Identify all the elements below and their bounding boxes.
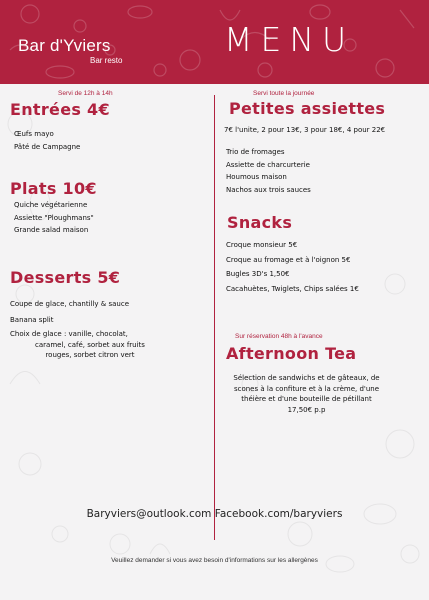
ice-cream-choice xyxy=(10,329,170,361)
list-item: Coupe de glace, chantilly & sauce xyxy=(10,300,130,308)
tea-line: Sélection de sandwichs et de gâteaux, de xyxy=(233,374,380,382)
snacks-heading: Snacks xyxy=(227,213,293,232)
list-item: Œufs mayo xyxy=(14,130,54,138)
allergen-notice: Veuillez demander si vous avez besoin d'informations sur les allergènes xyxy=(111,557,318,564)
reservation-note: Sur réservation 48h à l'avance xyxy=(235,333,323,340)
brand-name: Bar d'Yviers xyxy=(18,36,111,55)
tea-line: 17,50€ p.p xyxy=(287,405,326,414)
list-item: Pâté de Campagne xyxy=(14,142,81,151)
desserts-heading: Desserts 5€ xyxy=(10,268,121,287)
choice-line: rouges, sorbet citron vert xyxy=(45,351,135,359)
list-item: Bugles 3D's 1,50€ xyxy=(226,270,290,278)
petites-assiettes-heading: Petites assiettes xyxy=(229,99,386,118)
email-link[interactable]: Baryviers@outlook.com xyxy=(86,508,212,520)
list-item: Croque au fromage et à l'oignon 5€ xyxy=(226,255,351,264)
list-item: Nachos aux trois sauces xyxy=(226,185,311,194)
header-banner xyxy=(0,0,429,84)
choice-line: caramel, café, sorbet aux fruits xyxy=(35,340,145,349)
lunch-hours-note: Servi de 12h à 14h xyxy=(58,90,113,97)
all-day-note: Servi toute la journée xyxy=(253,90,315,97)
plats-list xyxy=(14,199,94,237)
list-item: Cacahuètes, Twiglets, Chips salées 1€ xyxy=(226,284,359,293)
menu-title: MENU xyxy=(224,20,355,59)
list-item: Croque monsieur 5€ xyxy=(226,241,298,249)
list-item: Grande salad maison xyxy=(14,226,89,234)
list-item: Assiette de charcurterie xyxy=(226,160,310,169)
list-item: Banana split xyxy=(10,315,54,324)
brand-subtitle: Bar resto xyxy=(90,56,123,65)
list-item: Quiche végétarienne xyxy=(14,201,88,209)
list-item: Trio de fromages xyxy=(226,148,285,156)
snacks-list xyxy=(226,238,359,296)
afternoon-tea-heading: Afternoon Tea xyxy=(226,344,357,363)
plats-heading: Plats 10€ xyxy=(10,179,97,198)
column-divider xyxy=(214,95,215,540)
petites-list xyxy=(226,146,311,196)
petites-pricing: 7€ l'unite, 2 pour 13€, 3 pour 18€, 4 pour 22€ xyxy=(224,126,386,134)
tea-line: scones à la confiture et à la crème, d'une xyxy=(233,384,380,393)
tea-line: théière et d'une bouteille de pétillant xyxy=(241,395,372,403)
entrees-heading: Entrées 4€ xyxy=(10,100,110,119)
entrees-list xyxy=(14,128,80,153)
list-item: Houmous maison xyxy=(226,173,287,181)
choice-line: Choix de glace : vanille, chocolat, xyxy=(10,330,128,338)
list-item: Assiette "Ploughmans" xyxy=(14,213,94,222)
facebook-link[interactable]: Facebook.com/baryviers xyxy=(214,508,343,520)
desserts-list xyxy=(10,298,129,329)
contact-line xyxy=(0,508,429,520)
afternoon-tea-description xyxy=(214,373,399,415)
